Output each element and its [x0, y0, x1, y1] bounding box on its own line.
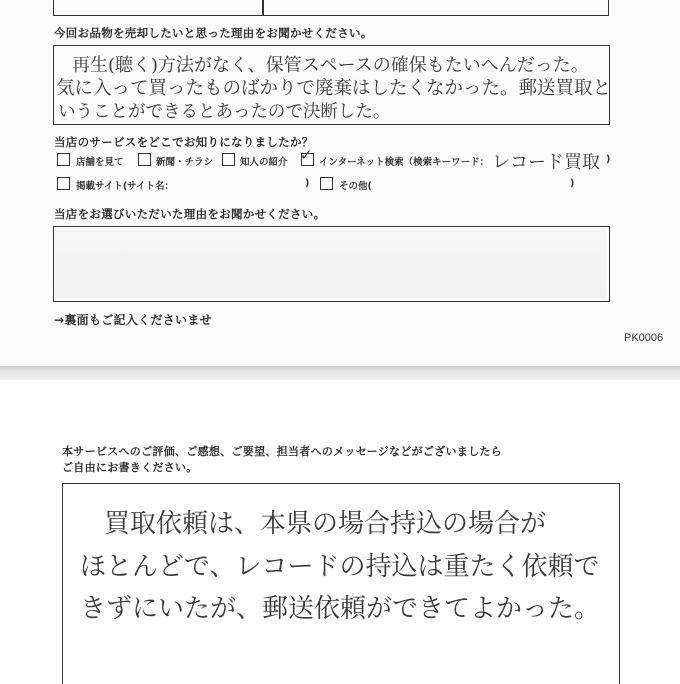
- question-reason-sell: 今回お品物を売却したいと思った理由をお聞かせください。: [54, 26, 373, 40]
- option-other-label: その他(: [339, 181, 372, 192]
- question-how-know: 当店のサービスをどこでお知りになりましたか？: [54, 135, 314, 149]
- previous-box-divider: [262, 0, 264, 16]
- option-internet-label: インターネット検索（検索キーワード：: [319, 157, 490, 168]
- question-message-line-2: ご自由にお書きください。: [62, 461, 198, 474]
- page-separator: [0, 366, 680, 380]
- page-code: PK0006: [624, 332, 664, 344]
- message-answer-line-1: 買取依頼は、本県の場合持込の場合が: [104, 509, 547, 539]
- checkbox-listing-site[interactable]: [57, 177, 70, 190]
- answer-reason-line-1: 再生(聴く)方法がなく、保管スペースの確保もたいへんだった。: [72, 55, 589, 76]
- search-keyword-answer: レコード買取: [492, 152, 600, 173]
- back-page-note: →裏面もご記入くださいませ: [54, 313, 212, 327]
- close-paren-listing: ): [305, 178, 310, 189]
- message-answer-line-2: ほとんどで、レコードの持込は重たく依頼で: [80, 552, 600, 582]
- option-referral-label: 知人の紹介: [240, 157, 288, 168]
- checkbox-other[interactable]: [320, 177, 333, 190]
- checkbox-newspaper[interactable]: [138, 153, 151, 166]
- previous-answer-box-edge: [53, 0, 609, 16]
- question-message-line-1: 本サービスへのご評価、ご感想、ご要望、担当者へのメッセージなどがございましたら: [62, 445, 503, 458]
- option-listing-site-label: 掲載サイト(サイト名：: [76, 181, 175, 192]
- question-why-choose: 当店をお選びいただいた理由をお聞かせください。: [54, 207, 326, 221]
- checkbox-referral[interactable]: [222, 153, 235, 166]
- option-newspaper-label: 新聞・チラシ: [156, 157, 214, 168]
- check-mark-icon: ✓: [300, 146, 313, 164]
- close-paren-row1: ): [606, 154, 611, 165]
- answer-reason-line-3: いうことができるとあったので決断した。: [58, 102, 391, 122]
- option-store-label: 店舗を見て: [76, 157, 124, 168]
- close-paren-other: ): [570, 178, 575, 189]
- checkbox-store[interactable]: [57, 153, 70, 166]
- message-answer-line-3: きずにいたが、郵送依頼ができてよかった。: [80, 594, 601, 624]
- show-through-band: [55, 228, 606, 298]
- answer-reason-line-2: 気に入って買ったものばかりで廃棄はしたくなかった。郵送買取と: [56, 78, 612, 99]
- form-page-back: [0, 380, 680, 679]
